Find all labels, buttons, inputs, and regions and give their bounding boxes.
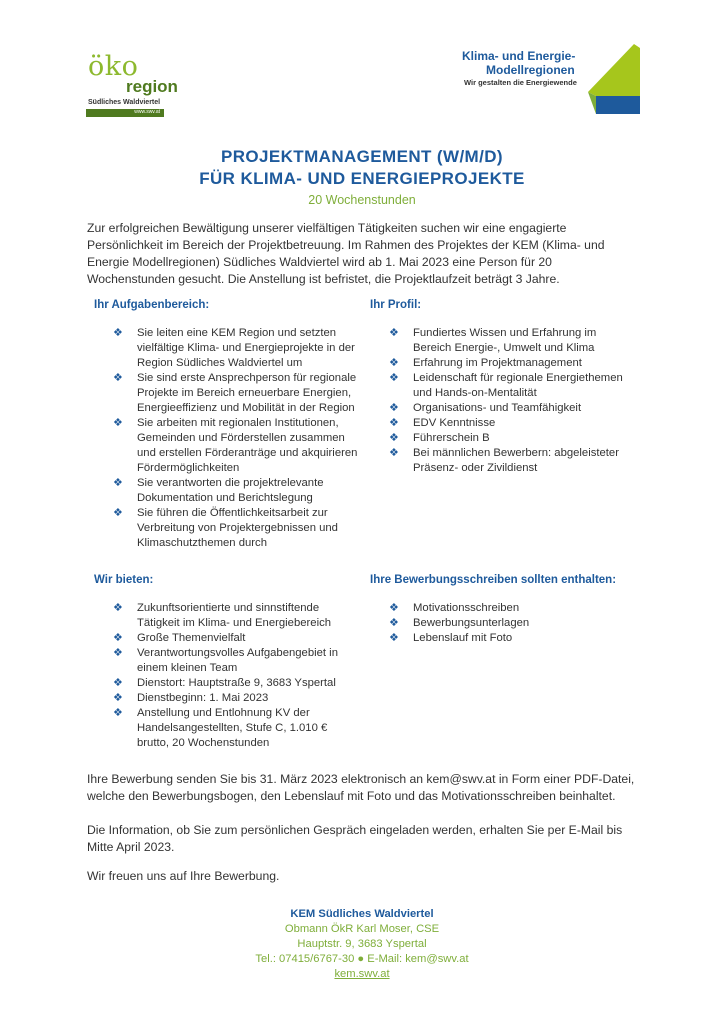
- application-paragraph: Ihre Bewerbung senden Sie bis 31. März 2023 elektronisch an kem@swv.at in Form einer PDF-Datei, welche den Bewerbungsbogen, den Lebenslauf mit Foto und das Motivationsschreiben beinhaltet.: [87, 772, 635, 803]
- aufgaben-item: ❖ Sie verantworten die projektrelevante Dokumentation und Berichtslegung: [113, 476, 359, 506]
- aufgaben-item: ❖ Sie sind erste Ansprechperson für regionale Projekte im Bereich erneuerbare Energien, Energieeffizienz und Mobilität in der Region: [113, 371, 359, 416]
- profil-item: ❖ Leidenschaft für regionale Energiethemen und Hands-on-Mentalität: [389, 371, 629, 401]
- aufgaben-list: [113, 326, 359, 551]
- profil-list: [389, 326, 629, 476]
- bewerbung-heading: Ihre Bewerbungsschreiben sollten enthalten:: [370, 574, 617, 586]
- bieten-list: [113, 601, 359, 751]
- bewerbung-item: ❖ Motivationsschreiben: [389, 601, 629, 616]
- oekoregion-logo: [86, 51, 178, 118]
- logo-url: www.swv.at: [134, 109, 160, 115]
- bieten-item: ❖ Dienstbeginn: 1. Mai 2023: [113, 691, 359, 706]
- logo-subtitle: Südliches Waldviertel: [88, 99, 161, 106]
- bewerbung-item: ❖ Lebenslauf mit Foto: [389, 631, 629, 646]
- kem-logo-tagline: Wir gestalten die Energiewende: [464, 78, 577, 87]
- profil-item: ❖ EDV Kenntnisse: [389, 416, 629, 431]
- bieten-item: ❖ Zukunftsorientierte und sinnstiftende Tätigkeit im Klima- und Energiebereich: [113, 601, 359, 631]
- logo-bar: [86, 109, 164, 117]
- profil-item: ❖ Organisations- und Teamfähigkeit: [389, 401, 629, 416]
- bieten-item: ❖ Verantwortungsvolles Aufgabengebiet in einem kleinen Team: [113, 646, 359, 676]
- logo-oko-text: öko: [88, 51, 139, 82]
- aufgaben-item: ❖ Sie arbeiten mit regionalen Institutionen, Gemeinden und Förderstellen zusammen und erstellen Förderanträge und akquirieren Fördermöglichkeiten: [113, 416, 359, 476]
- bieten-item: ❖ Große Themenvielfalt: [113, 631, 359, 646]
- page-title-line1: PROJEKTMANAGEMENT (W/M/D): [221, 147, 503, 166]
- hours-subtitle: 20 Wochenstunden: [308, 193, 416, 207]
- page-title-line2: FÜR KLIMA- UND ENERGIEPROJEKTE: [199, 169, 525, 188]
- profil-heading: Ihr Profil:: [370, 299, 422, 311]
- profil-item: ❖ Erfahrung im Projektmanagement: [389, 356, 629, 371]
- aufgaben-item: ❖ Sie leiten eine KEM Region und setzten vielfältige Klima- und Energieprojekte in der Region Südliches Waldviertel um: [113, 326, 359, 371]
- kem-logo-shape-icon: [584, 44, 640, 116]
- bieten-item: ❖ Dienstort: Hauptstraße 9, 3683 Yspertal: [113, 676, 359, 691]
- bewerbung-item: ❖ Bewerbungsunterlagen: [389, 616, 629, 631]
- bieten-item: ❖ Anstellung und Entlohnung KV der Handelsangestellten, Stufe C, 1.010 € brutto, 20 Wochenstunden: [113, 706, 359, 751]
- aufgaben-item: ❖ Sie führen die Öffentlichkeitsarbeit zur Verbreitung von Projektergebnissen und Klimaschutzthemen durch: [113, 506, 359, 551]
- footer-contact: Tel.: 07415/6767-30 ● E-Mail: kem@swv.at: [255, 953, 469, 965]
- bieten-heading: Wir bieten:: [94, 574, 154, 586]
- logo-region-text: region: [126, 77, 178, 96]
- profil-item: ❖ Führerschein B: [389, 431, 629, 446]
- profil-item: ❖ Bei männlichen Bewerbern: abgeleisteter Präsenz- oder Zivildienst: [389, 446, 629, 476]
- interview-paragraph: Die Information, ob Sie zum persönlichen Gespräch eingeladen werden, erhalten Sie per E-Mail bis Mitte April 2023.: [87, 823, 623, 854]
- kem-logo-line2: Modellregionen: [486, 63, 575, 77]
- aufgaben-heading: Ihr Aufgabenbereich:: [94, 299, 210, 311]
- footer-website-link[interactable]: kem.swv.at: [334, 968, 390, 980]
- intro-paragraph: Zur erfolgreichen Bewältigung unserer vielfältigen Tätigkeiten suchen wir eine engagierte Persönlichkeit im Bereich der Projektbetreuung. Im Rahmen des Projektes der KEM (Klima- und Energie Modellregionen) Südliches Waldviertel wird ab 1. Mai 2023 eine Person für 20 Wochenstunden gesucht. Die Anstellung ist befristet, die Projektlaufzeit beträgt 3 Jahre.: [87, 221, 605, 286]
- kem-logo-line1: Klima- und Energie-: [462, 49, 576, 63]
- kem-logo: [462, 44, 640, 116]
- profil-item: ❖ Fundiertes Wissen und Erfahrung im Bereich Energie-, Umwelt und Klima: [389, 326, 629, 356]
- footer-title: KEM Südliches Waldviertel: [290, 908, 434, 920]
- footer-chairman: Obmann ÖkR Karl Moser, CSE: [284, 923, 440, 935]
- closing-paragraph: Wir freuen uns auf Ihre Bewerbung.: [87, 869, 280, 883]
- bewerbung-list: [389, 601, 629, 646]
- footer-address: Hauptstr. 9, 3683 Yspertal: [297, 938, 427, 950]
